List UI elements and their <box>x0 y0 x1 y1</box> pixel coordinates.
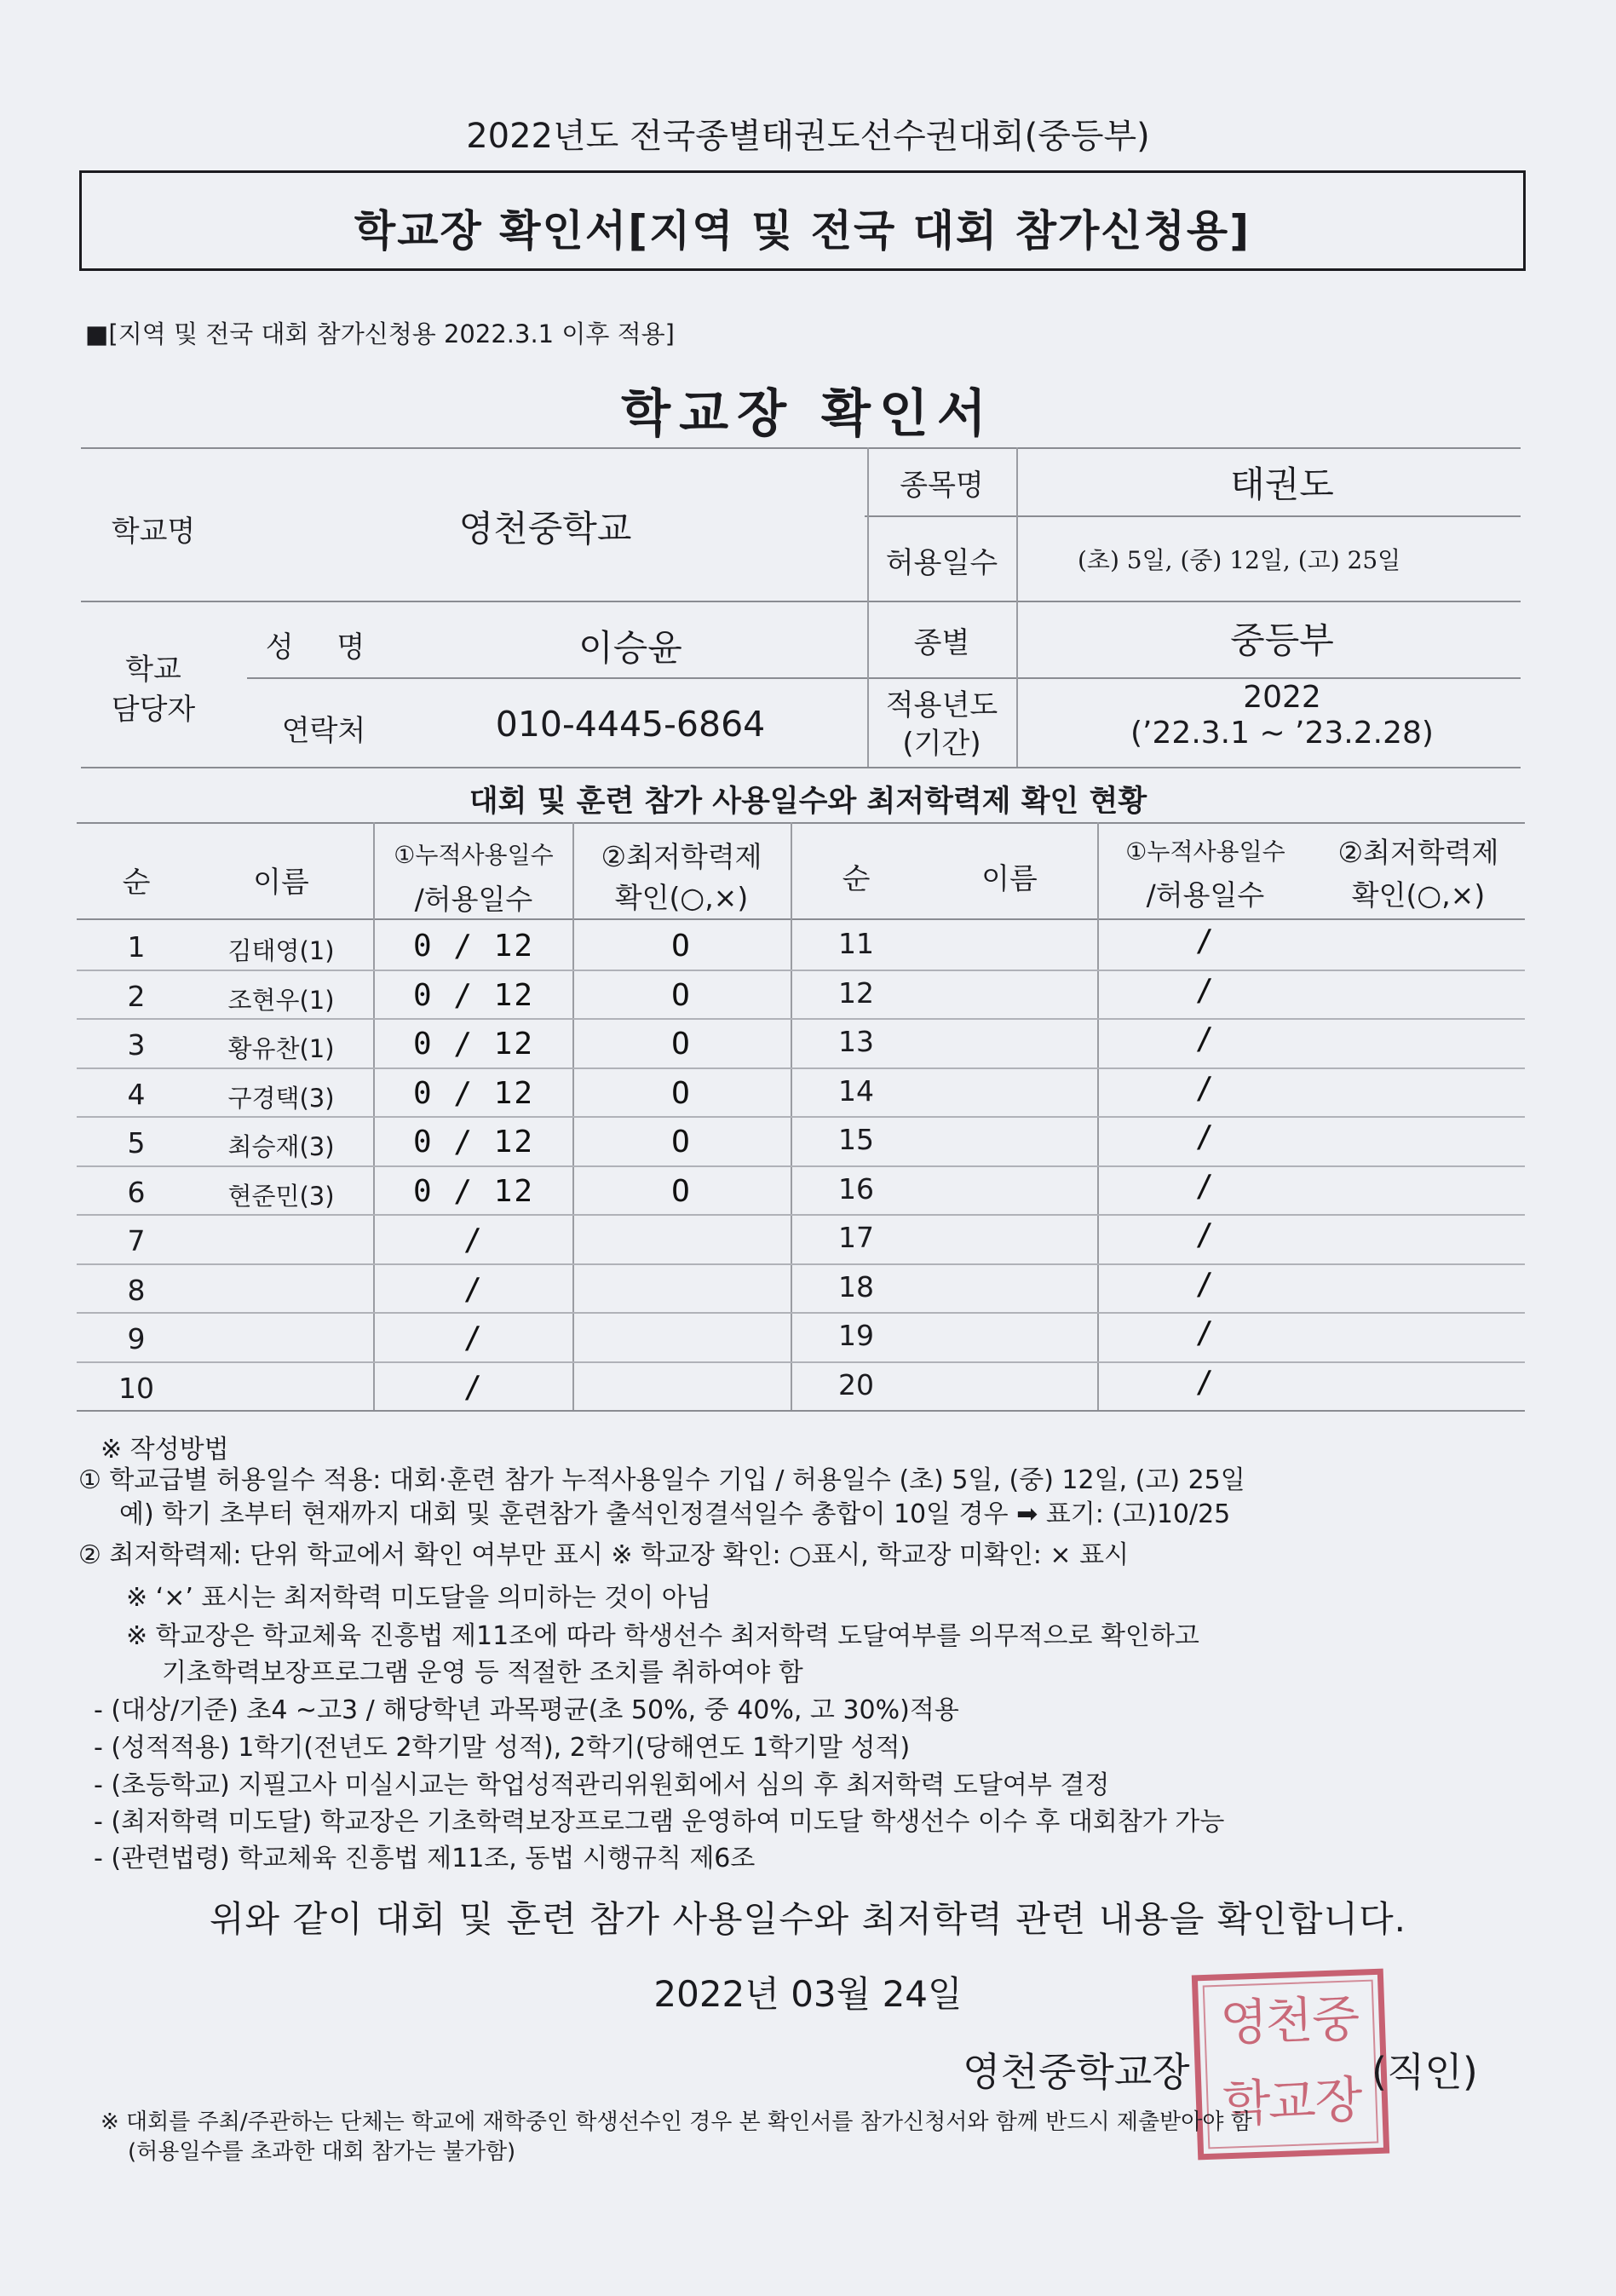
row-days-right: / <box>1195 1315 1216 1350</box>
row-no-right: 14 <box>838 1073 874 1108</box>
row-days-left: 0 / 12 <box>412 1075 535 1111</box>
title-box <box>79 170 1526 271</box>
row-no-left: 3 <box>127 1028 146 1062</box>
svg-text:영: 영 <box>1219 1992 1269 2052</box>
table-line-bottom <box>77 1410 1525 1412</box>
info-line-school <box>81 601 1521 602</box>
row-name-left: 구경택(3) <box>227 1083 335 1113</box>
closing-date: 2022년 03월 24일 <box>653 1973 963 2015</box>
row-no-right: 18 <box>838 1269 874 1303</box>
note-3: ※ ‘×’ 표시는 최저학력 미도달을 의미하는 것이 아님 <box>126 1583 711 1613</box>
row-days-right: / <box>1195 1070 1216 1106</box>
row-no-left: 5 <box>127 1126 146 1160</box>
col-check-right-2: 확인(○,×) <box>1351 878 1486 912</box>
row-check-left: O <box>671 1125 692 1160</box>
info-line-manager-mid <box>247 677 1521 679</box>
division-label: 종별 <box>913 626 970 660</box>
row-check-left: O <box>671 929 692 964</box>
row-days-right: / <box>1195 1119 1216 1154</box>
note-detail-4: - (최저학력 미도달) 학교장은 기초학력보장프로그램 운영하여 미도달 학생선수 이수 후 대회참가 가능 <box>94 1807 1225 1837</box>
col-days-left-1: ①누적사용일수 <box>394 841 554 869</box>
row-name-left: 조현우(1) <box>227 985 335 1015</box>
row-days-left: 0 / 12 <box>412 1027 535 1062</box>
allowed-days: (초) 5일, (중) 12일, (고) 25일 <box>1078 546 1401 574</box>
row-no-left: 6 <box>127 1175 146 1209</box>
svg-text:장: 장 <box>1314 2070 1364 2131</box>
contact-label: 연락처 <box>281 714 366 748</box>
sport-label: 종목명 <box>900 469 984 503</box>
notes-heading: ※ 작성방법 <box>101 1435 229 1464</box>
row-days-right: / <box>1195 1364 1216 1400</box>
contact: 010-4445-6864 <box>495 704 766 745</box>
col-no-right: 순 <box>842 862 871 896</box>
division: 중등부 <box>1230 619 1334 661</box>
row-days-right: / <box>1195 1266 1216 1302</box>
col-name-left: 이름 <box>253 866 309 900</box>
school-name: 영천중학교 <box>458 508 632 550</box>
row-check-left: O <box>671 1075 692 1111</box>
table-line-top <box>77 822 1525 824</box>
row-days-right: / <box>1195 972 1216 1008</box>
row-days-left: / <box>463 1271 484 1307</box>
row-check-left: O <box>671 1173 692 1209</box>
col-check-left-1: ②최저학력제 <box>601 840 762 873</box>
row-no-right: 20 <box>838 1367 874 1401</box>
row-no-right: 12 <box>838 975 874 1010</box>
box-title: 학교장 확인서[지역 및 전국 대회 참가신청용] <box>354 206 1251 256</box>
table-row-line <box>77 1263 1525 1265</box>
note-4: ※ 학교장은 학교체육 진흥법 제11조에 따라 학생선수 최저학력 도달여부를 의무적으로 확인하고 <box>126 1621 1199 1651</box>
row-no-left: 9 <box>127 1322 146 1355</box>
col-days-right-1: ①누적사용일수 <box>1125 837 1285 866</box>
year-label-2: (기간) <box>902 727 981 761</box>
seal-note: (직인) <box>1372 2049 1478 2095</box>
row-no-left: 7 <box>127 1224 146 1257</box>
col-days-left-2: /허용일수 <box>414 883 533 916</box>
table-row-line <box>77 1214 1525 1216</box>
table-row-line <box>77 970 1525 971</box>
row-days-right: / <box>1195 924 1216 958</box>
row-no-left: 10 <box>118 1371 154 1405</box>
info-line-bottom <box>81 767 1521 768</box>
col-no-left: 순 <box>122 866 151 900</box>
row-days-left: 0 / 12 <box>412 1173 535 1209</box>
row-days-left: / <box>463 1369 484 1405</box>
col-check-right-1: ②최저학력제 <box>1337 836 1499 869</box>
row-no-right: 11 <box>838 927 874 960</box>
table-row-line <box>77 1165 1525 1167</box>
row-no-right: 16 <box>838 1171 874 1206</box>
note-1: ① 학교급별 허용일수 적용: 대회·훈련 참가 누적사용일수 기입 / 허용일수 (초) 5일, (중) 12일, (고) 25일 <box>78 1465 1245 1495</box>
row-no-left: 4 <box>127 1077 146 1111</box>
row-days-left: / <box>463 1223 484 1257</box>
note-detail-5: - (관련법령) 학교체육 진흥법 제11조, 동법 시행규칙 제6조 <box>94 1844 756 1873</box>
row-days-right: / <box>1195 1021 1216 1056</box>
row-check-left: O <box>671 977 692 1013</box>
row-days-right: / <box>1195 1168 1216 1204</box>
doc-title: 학교장 확인서 <box>621 384 995 444</box>
col-days-right-2: /허용일수 <box>1146 878 1265 912</box>
period: (’22.3.1 ~ ’23.2.28) <box>1130 716 1434 751</box>
event-title: 2022년도 전국종별태권도선수권대회(중등부) <box>466 117 1150 156</box>
table-row-line <box>77 1067 1525 1069</box>
row-no-right: 15 <box>838 1123 874 1156</box>
row-days-right: / <box>1195 1217 1216 1252</box>
col-check-left-2: 확인(○,×) <box>614 881 749 914</box>
table-row-line <box>77 1018 1525 1020</box>
row-name-left: 최승재(3) <box>227 1132 335 1161</box>
manager-label-1: 학교 <box>125 653 181 687</box>
row-no-right: 13 <box>838 1025 874 1058</box>
signer: 영천중학교장 <box>963 2049 1190 2095</box>
row-no-right: 19 <box>838 1319 874 1352</box>
info-line-top <box>81 447 1521 449</box>
table-line-header <box>77 918 1525 920</box>
table-row-line <box>77 1312 1525 1314</box>
sport: 태권도 <box>1230 463 1334 505</box>
table-caption: 대회 및 훈련 참가 사용일수와 최저학력제 확인 현황 <box>469 785 1147 819</box>
closing-statement: 위와 같이 대회 및 훈련 참가 사용일수와 최저학력 관련 내용을 확인합니다. <box>209 1898 1407 1940</box>
note-detail-2: - (성적적용) 1학기(전년도 2학기말 성적), 2학기(당해연도 1학기말 성적) <box>94 1733 911 1763</box>
row-days-left: 0 / 12 <box>412 977 535 1013</box>
note-2: ② 최저학력제: 단위 학교에서 확인 여부만 표시 ※ 학교장 확인: ○표시, 학교장 미확인: × 표시 <box>78 1540 1130 1570</box>
row-name-left: 김태영(1) <box>227 936 335 965</box>
col-name-right: 이름 <box>981 862 1038 896</box>
table-row-line <box>77 1361 1525 1363</box>
school-name-label: 학교명 <box>111 515 196 549</box>
note-detail-1: - (대상/기준) 초4 ~고3 / 해당학년 과목평균(초 50%, 중 40%, 고 30%)적용 <box>94 1695 959 1725</box>
note-4b: 기초학력보장프로그램 운영 등 적절한 조치를 취하여야 함 <box>162 1658 803 1688</box>
row-name-left: 황유찬(1) <box>227 1034 335 1063</box>
applicability-note: ■[지역 및 전국 대회 참가신청용 2022.3.1 이후 적용] <box>85 319 675 348</box>
row-days-left: / <box>463 1321 484 1355</box>
manager-label-2: 담당자 <box>111 693 196 727</box>
row-check-left: O <box>671 1027 692 1062</box>
manager-name: 이승윤 <box>578 627 682 669</box>
year: 2022 <box>1243 680 1321 715</box>
row-no-left: 1 <box>127 930 146 964</box>
row-no-right: 17 <box>838 1221 874 1254</box>
table-row-line <box>77 1116 1525 1118</box>
svg-text:학: 학 <box>1222 2073 1272 2133</box>
row-days-left: 0 / 12 <box>412 929 535 964</box>
svg-text:중: 중 <box>1311 1989 1361 2050</box>
allowed-days-label: 허용일수 <box>885 546 998 580</box>
year-label-1: 적용년도 <box>885 688 998 722</box>
row-name-left: 현준민(3) <box>227 1181 335 1211</box>
footer-note-2: (허용일수를 초과한 대회 참가는 불가함) <box>128 2139 516 2165</box>
info-line-mid-right <box>865 515 1521 517</box>
row-no-left: 2 <box>127 979 146 1013</box>
note-detail-3: - (초등학교) 지필고사 미실시교는 학업성적관리위원회에서 심의 후 최저학력 도달여부 결정 <box>94 1770 1110 1800</box>
row-days-left: 0 / 12 <box>412 1125 535 1160</box>
row-no-left: 8 <box>127 1273 146 1307</box>
svg-text:교: 교 <box>1267 2072 1317 2132</box>
note-1b: 예) 학기 초부터 현재까지 대회 및 훈련참가 출석인정결석일수 총합이 10일 경우 ➡ 표기: (고)10/25 <box>119 1499 1231 1529</box>
svg-text:천: 천 <box>1264 1991 1314 2051</box>
footer-note-1: ※ 대회를 주최/주관하는 단체는 학교에 재학중인 학생선수인 경우 본 확인서를 참가신청서와 함께 반드시 제출받아야 함 <box>101 2109 1252 2135</box>
name-label: 성 명 <box>265 630 382 665</box>
